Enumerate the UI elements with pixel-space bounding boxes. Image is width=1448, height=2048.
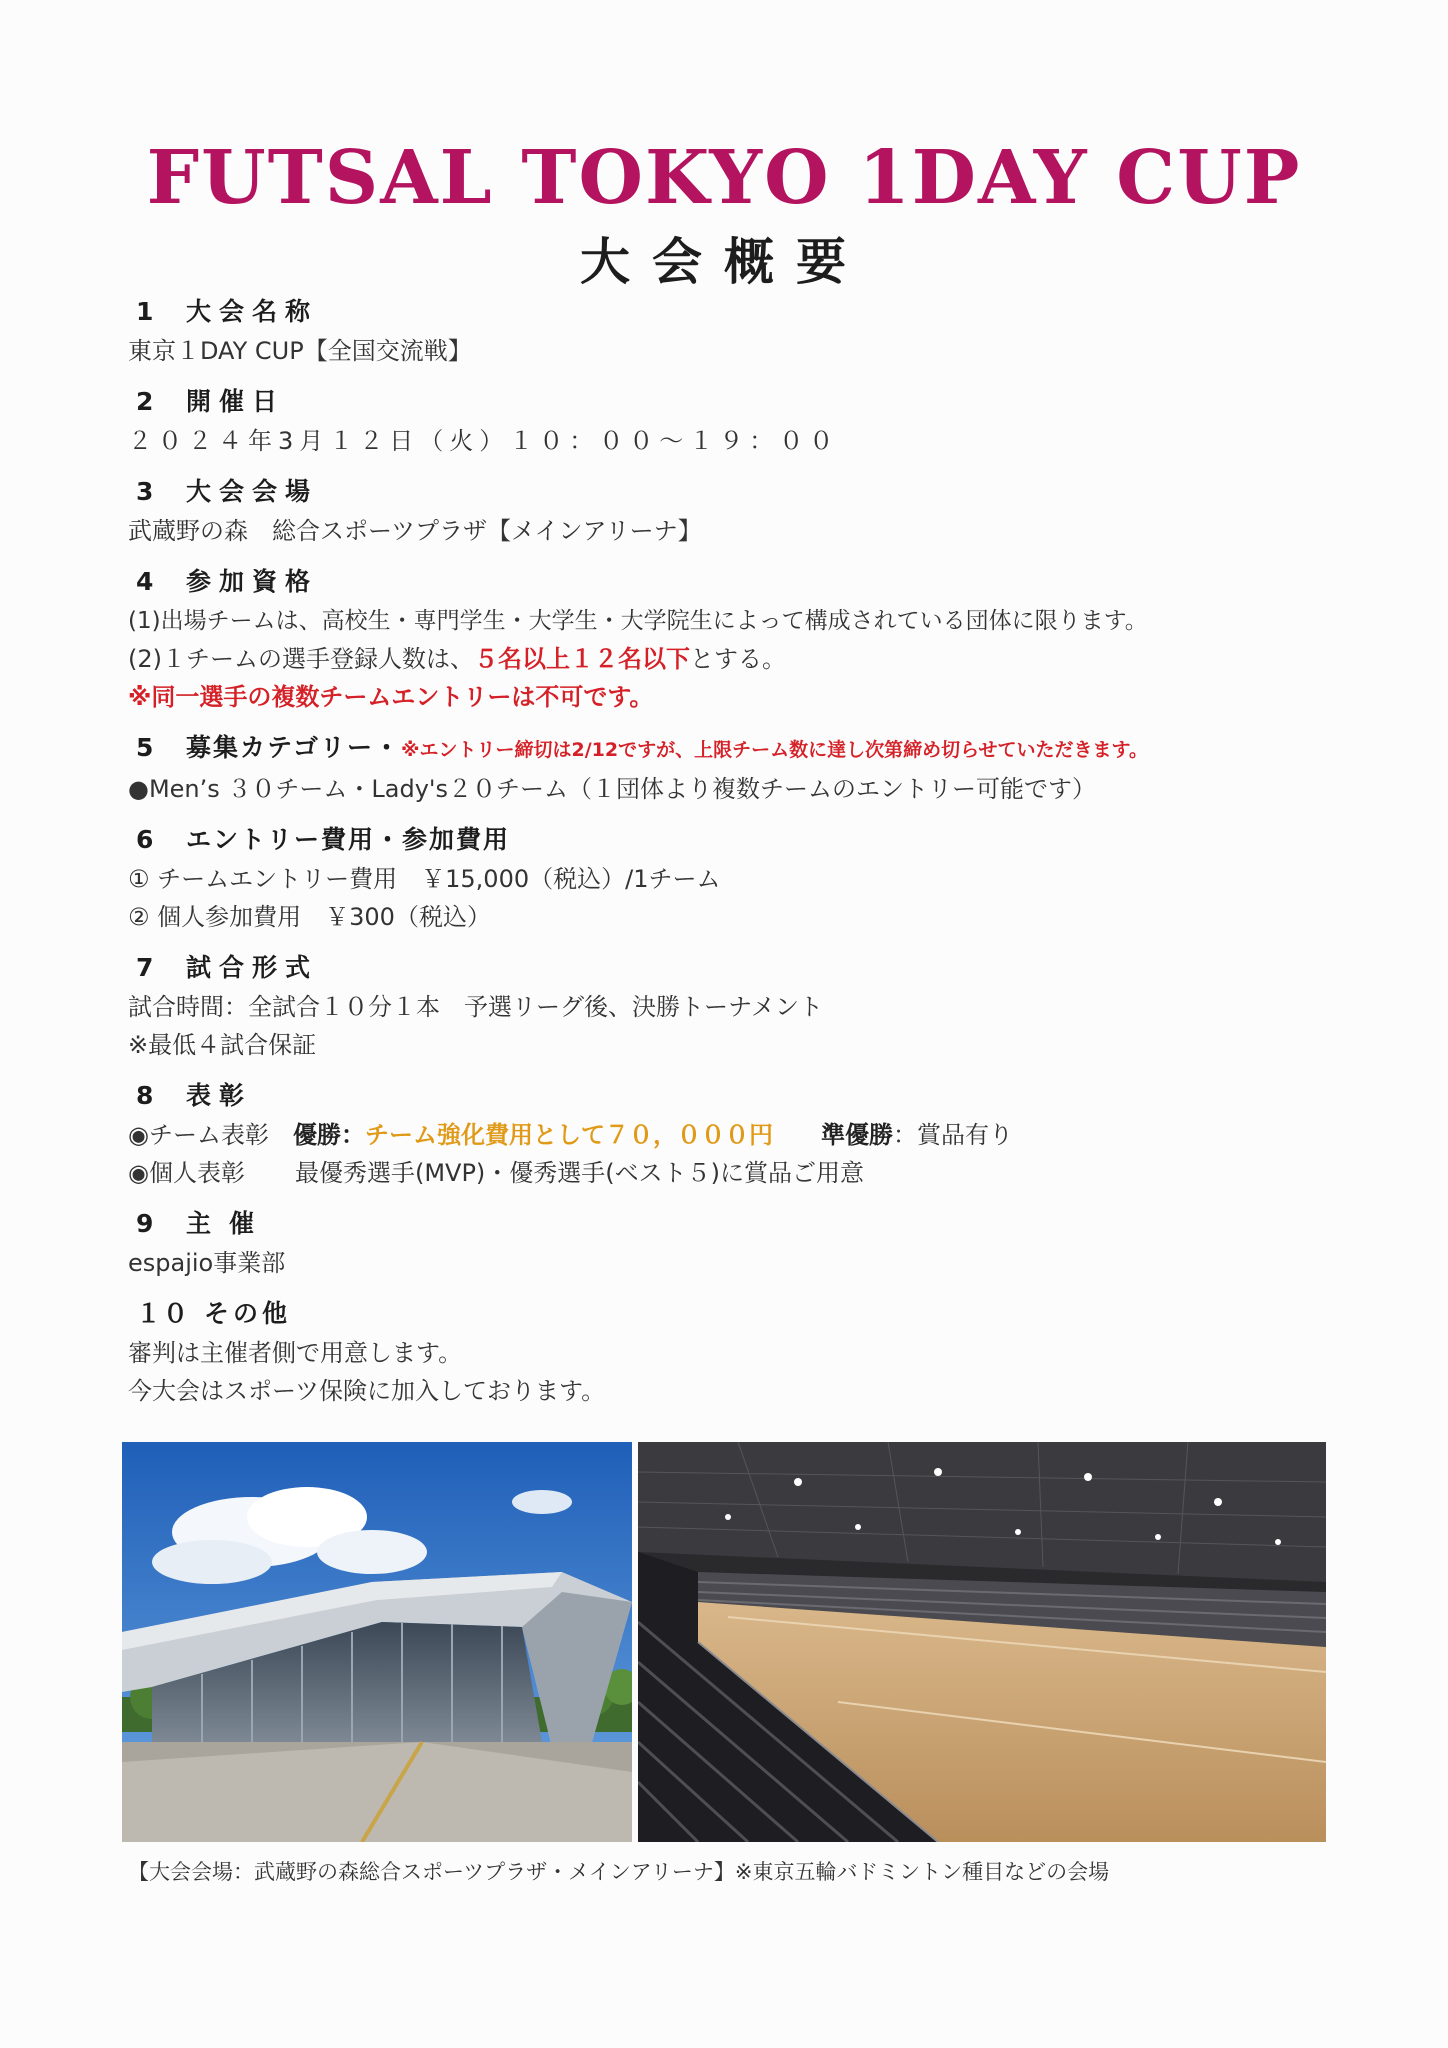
- venue-exterior-photo: [122, 1442, 632, 1842]
- section-label: 開催日: [186, 387, 286, 416]
- section-event-name: [128, 292, 1328, 370]
- category-details: ●Men’s ３０チーム・Lady's２０チーム（１団体より複数チームのエントリー可能です）: [128, 775, 1097, 803]
- organizer-name: espajio事業部: [128, 1249, 286, 1277]
- section-organizer: [128, 1204, 1328, 1282]
- section-number: 3: [136, 477, 156, 506]
- section-label: 試合形式: [186, 953, 319, 982]
- section-label: エントリー費用・参加費用: [186, 825, 511, 854]
- section-label: 主催: [186, 1209, 273, 1238]
- section-eligibility: [128, 562, 1328, 716]
- section-fees: [128, 820, 1328, 936]
- deadline-note: ※エントリー締切は2/12ですが、上限チーム数に達し次第締め切らせていただきます。: [401, 739, 1148, 761]
- insurance-note: 今大会はスポーツ保険に加入しております。: [128, 1377, 606, 1405]
- team-awards: [128, 1116, 1328, 1154]
- winner-label: 優勝：: [292, 1121, 365, 1149]
- section-number: 1: [136, 297, 156, 326]
- eligibility-rule-1: (1)出場チームは、高校生・専門学生・大学生・大学院生によって構成されている団体に限ります。: [128, 608, 1148, 634]
- individual-fee: ② 個人参加費用 ￥300（税込）: [128, 903, 491, 931]
- section-number: 4: [136, 567, 156, 596]
- player-count-highlight: ５名以上１２名以下: [474, 645, 690, 673]
- overview-content: [128, 292, 1328, 1422]
- section-number: 8: [136, 1081, 156, 1110]
- section-number: 5: [136, 733, 156, 762]
- rule-text: (2)１チームの選手登録人数は、: [128, 645, 474, 673]
- section-category: [128, 728, 1328, 808]
- section-format: [128, 948, 1328, 1064]
- section-label: その他: [204, 1299, 292, 1328]
- section-number: １０: [136, 1299, 191, 1328]
- match-guarantee: ※最低４試合保証: [128, 1031, 317, 1059]
- section-number: 6: [136, 825, 156, 854]
- section-label: 大会会場: [186, 477, 319, 506]
- team-entry-fee: ① チームエントリー費用 ￥15,000（税込）/1チーム: [128, 865, 721, 893]
- runner-up-prize: ：賞品有り: [892, 1121, 1013, 1149]
- award-type: ◉チーム表彰: [128, 1121, 269, 1149]
- photo-caption: 【大会会場：武蔵野の森総合スポーツプラザ・メインアリーナ】※東京五輪バドミントン種目などの会場: [128, 1860, 1110, 1884]
- section-label: 大会名称: [186, 297, 319, 326]
- section-label: 表彰: [186, 1081, 253, 1110]
- venue-arena-photo: [638, 1442, 1326, 1842]
- match-format: 試合時間：全試合１０分１本 予選リーグ後、決勝トーナメント: [128, 993, 824, 1021]
- section-number: 7: [136, 953, 156, 982]
- venue-name: 武蔵野の森 総合スポーツプラザ【メインアリーナ】: [128, 517, 702, 545]
- duplicate-entry-warning: ※同一選手の複数チームエントリーは不可です。: [128, 683, 654, 711]
- eligibility-rule-2: [128, 640, 1328, 678]
- event-title: FUTSAL TOKYO 1DAY CUP: [146, 135, 1302, 221]
- section-number: 2: [136, 387, 156, 416]
- overview-heading: 大会概要: [580, 233, 868, 291]
- event-date: ２０２４年3月１２日（火）１０：００～１９：００: [128, 427, 840, 455]
- section-awards: [128, 1076, 1328, 1192]
- runner-up-label: 準優勝: [820, 1121, 893, 1149]
- referee-note: 審判は主催者側で用意します。: [128, 1339, 463, 1367]
- event-name: 東京１DAY CUP【全国交流戦】: [128, 337, 472, 365]
- section-venue: [128, 472, 1328, 550]
- winner-prize: チーム強化費用として７０，０００円: [364, 1121, 773, 1149]
- award-type: ◉個人表彰: [128, 1159, 245, 1187]
- venue-photos: [122, 1442, 1326, 1842]
- rule-text-end: とする。: [690, 645, 786, 673]
- section-label: 募集カテゴリー・: [186, 733, 402, 762]
- section-label: 参加資格: [186, 567, 319, 596]
- individual-awards: [128, 1154, 1328, 1192]
- section-other: [128, 1294, 1328, 1410]
- individual-prize: 最優秀選手(MVP)・優秀選手(ベスト５)に賞品ご用意: [294, 1159, 865, 1187]
- section-date: [128, 382, 1328, 460]
- section-number: 9: [136, 1209, 156, 1238]
